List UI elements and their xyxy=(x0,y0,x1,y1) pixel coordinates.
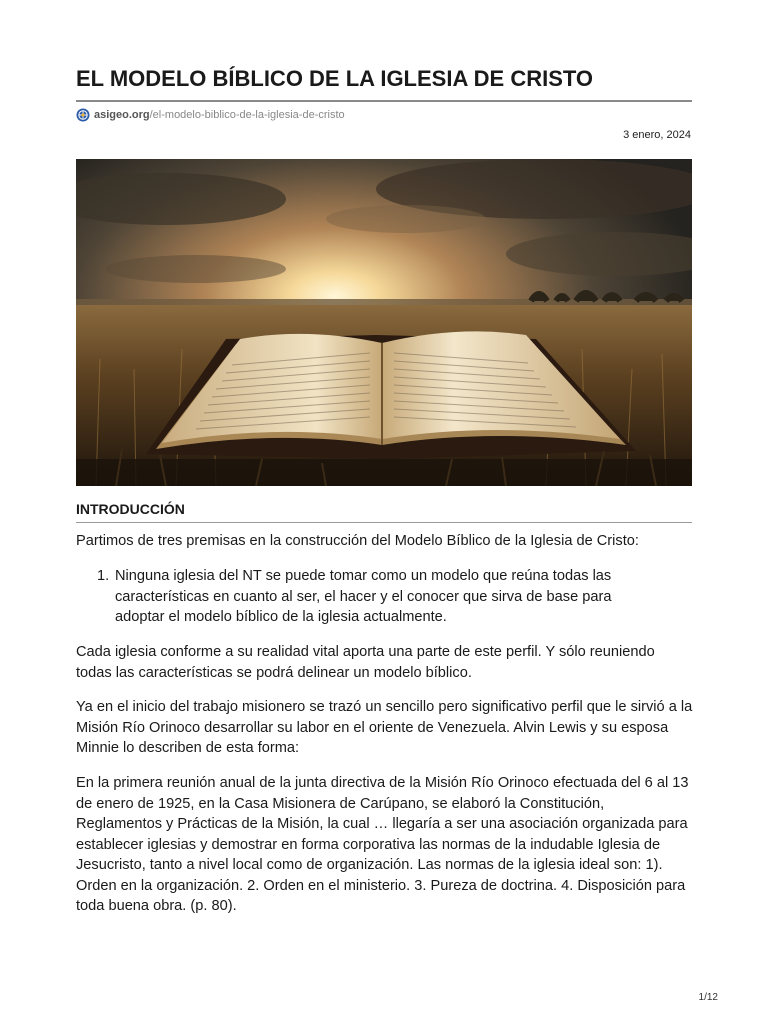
body-paragraph: Cada iglesia conforme a su realidad vital aporta una parte de este perfil. Y sólo reuniendo todas las características se podrá delinear un modelo bíblico. xyxy=(76,644,655,681)
list-item xyxy=(76,566,694,628)
page-title: EL MODELO BÍBLICO DE LA IGLESIA DE CRISTO xyxy=(76,66,594,91)
premises-list xyxy=(76,566,694,628)
quote-paragraph: En la primera reunión anual de la junta directiva de la Misión Río Orinoco efectuada del 6 al 13 de enero de 1925, en la Casa Misionera de Carúpano, se elaboró la Constitución, Reglamentos y Prácticas de la Misión, la cual … llegaría a ser una asociación organizada para establecer iglesias y demostrar en forma corporativa las normas de la indudable Iglesia de Jesucristo, tanto a nivel local como de organización. Las normas de la iglesia ideal son: 1). Orden en la organización. 2. Orden en el ministerio. 3. Pureza de doctrina. 4. Disposición para toda buena obra. (p. 80). xyxy=(76,775,689,914)
site-globe-icon xyxy=(76,108,90,122)
publish-date: 3 enero, 2024 xyxy=(623,129,691,141)
list-item-text: Ninguna iglesia del NT se puede tomar como un modelo que reúna todas las características en cuanto al ser, el hacer y el conocer que sirva de base para adoptar el modelo bíblico de la iglesia actualmente. xyxy=(115,568,612,625)
hero-image xyxy=(76,159,692,486)
section-heading: INTRODUCCIÓN xyxy=(76,501,185,517)
page-number: 1/12 xyxy=(698,992,718,1003)
title-divider xyxy=(76,100,692,102)
source-link[interactable] xyxy=(76,106,345,124)
intro-paragraph: Partimos de tres premisas en la construcción del Modelo Bíblico de la Iglesia de Cristo: xyxy=(76,533,639,549)
source-path: /el-modelo-biblico-de-la-iglesia-de-cristo xyxy=(149,109,345,121)
list-item-number: 1. xyxy=(97,568,110,584)
section-divider xyxy=(76,522,692,523)
body-paragraph: Ya en el inicio del trabajo misionero se trazó un sencillo pero significativo perfil que le sirvió a la Misión Río Orinoco desarrollar su labor en el oriente de Venezuela. Alvin Lewis y su esposa Minnie lo describen de esta forma: xyxy=(76,699,693,756)
source-domain: asigeo.org xyxy=(94,109,150,121)
